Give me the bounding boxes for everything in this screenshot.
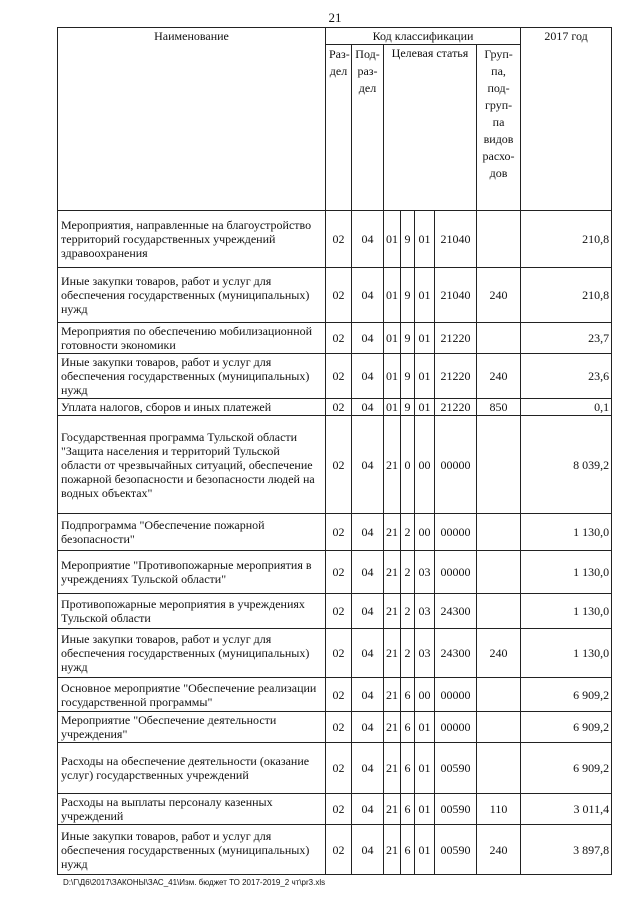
row-subsection: 04 bbox=[352, 712, 384, 743]
row-subsection: 04 bbox=[352, 794, 384, 825]
table-row bbox=[58, 629, 612, 678]
row-subsection: 04 bbox=[352, 268, 384, 323]
row-target-direction: 24300 bbox=[435, 629, 477, 678]
table-row bbox=[58, 794, 612, 825]
row-target-direction: 00000 bbox=[435, 551, 477, 594]
table-row bbox=[58, 743, 612, 794]
row-amount: 0,1 bbox=[521, 399, 612, 416]
row-target-program: 21 bbox=[384, 629, 401, 678]
row-name: Иные закупки товаров, работ и услуг для обеспечения государственных (муниципальных) нужд bbox=[58, 354, 326, 399]
row-target-event: 00 bbox=[415, 514, 435, 551]
row-amount: 1 130,0 bbox=[521, 594, 612, 629]
row-name: Уплата налогов, сборов и иных платежей bbox=[58, 399, 326, 416]
row-target-event: 01 bbox=[415, 211, 435, 268]
row-expense-group: 240 bbox=[477, 629, 521, 678]
table-row bbox=[58, 354, 612, 399]
row-amount: 6 909,2 bbox=[521, 712, 612, 743]
row-target-event: 01 bbox=[415, 825, 435, 875]
row-section: 02 bbox=[326, 354, 352, 399]
row-target-event: 00 bbox=[415, 678, 435, 712]
row-target-program: 21 bbox=[384, 712, 401, 743]
row-target-program: 21 bbox=[384, 594, 401, 629]
row-expense-group bbox=[477, 323, 521, 354]
row-amount: 23,6 bbox=[521, 354, 612, 399]
table-body bbox=[58, 211, 612, 875]
row-target-direction: 21220 bbox=[435, 354, 477, 399]
row-target-direction: 21220 bbox=[435, 323, 477, 354]
row-subsection: 04 bbox=[352, 629, 384, 678]
row-expense-group bbox=[477, 514, 521, 551]
row-amount: 1 130,0 bbox=[521, 629, 612, 678]
budget-table bbox=[57, 27, 612, 875]
table-row bbox=[58, 211, 612, 268]
row-section: 02 bbox=[326, 629, 352, 678]
row-target-direction: 00590 bbox=[435, 794, 477, 825]
row-amount: 6 909,2 bbox=[521, 743, 612, 794]
row-subsection: 04 bbox=[352, 399, 384, 416]
row-expense-group: 850 bbox=[477, 399, 521, 416]
row-expense-group: 240 bbox=[477, 268, 521, 323]
row-target-subprogram: 9 bbox=[401, 354, 415, 399]
file-path-footer: D:\Г\Д6\2017\ЗАКОНЫ\ЗАС_41\Изм. бюджет ТО 2017-2019_2 чт\pr3.xls bbox=[63, 878, 326, 887]
row-amount: 210,8 bbox=[521, 211, 612, 268]
row-target-program: 21 bbox=[384, 743, 401, 794]
table-row bbox=[58, 399, 612, 416]
header-name: Наименование bbox=[58, 28, 326, 211]
row-subsection: 04 bbox=[352, 416, 384, 514]
header-subsection: Под- раз- дел bbox=[352, 45, 384, 211]
row-target-subprogram: 9 bbox=[401, 399, 415, 416]
row-section: 02 bbox=[326, 594, 352, 629]
row-amount: 210,8 bbox=[521, 268, 612, 323]
row-target-program: 21 bbox=[384, 551, 401, 594]
row-section: 02 bbox=[326, 399, 352, 416]
row-target-subprogram: 9 bbox=[401, 211, 415, 268]
row-target-event: 01 bbox=[415, 712, 435, 743]
row-subsection: 04 bbox=[352, 354, 384, 399]
row-expense-group bbox=[477, 551, 521, 594]
row-target-subprogram: 9 bbox=[401, 268, 415, 323]
row-target-direction: 00000 bbox=[435, 678, 477, 712]
row-expense-group: 240 bbox=[477, 354, 521, 399]
header-year: 2017 год bbox=[521, 28, 612, 211]
row-section: 02 bbox=[326, 712, 352, 743]
row-subsection: 04 bbox=[352, 323, 384, 354]
row-section: 02 bbox=[326, 794, 352, 825]
row-expense-group bbox=[477, 594, 521, 629]
row-target-direction: 21040 bbox=[435, 211, 477, 268]
row-target-subprogram: 2 bbox=[401, 514, 415, 551]
row-target-event: 01 bbox=[415, 794, 435, 825]
row-name: Иные закупки товаров, работ и услуг для обеспечения государственных (муниципальных) нужд bbox=[58, 268, 326, 323]
row-expense-group bbox=[477, 416, 521, 514]
row-target-program: 01 bbox=[384, 354, 401, 399]
row-target-subprogram: 6 bbox=[401, 712, 415, 743]
page-number: 21 bbox=[328, 10, 342, 25]
row-section: 02 bbox=[326, 743, 352, 794]
row-section: 02 bbox=[326, 416, 352, 514]
table-row bbox=[58, 678, 612, 712]
row-target-event: 01 bbox=[415, 268, 435, 323]
table-row bbox=[58, 594, 612, 629]
row-target-subprogram: 2 bbox=[401, 629, 415, 678]
row-target-subprogram: 6 bbox=[401, 825, 415, 875]
row-name: Иные закупки товаров, работ и услуг для обеспечения государственных (муниципальных) нужд bbox=[58, 629, 326, 678]
table-row bbox=[58, 825, 612, 875]
row-target-subprogram: 9 bbox=[401, 323, 415, 354]
row-subsection: 04 bbox=[352, 551, 384, 594]
row-target-program: 01 bbox=[384, 399, 401, 416]
row-target-direction: 21040 bbox=[435, 268, 477, 323]
row-subsection: 04 bbox=[352, 514, 384, 551]
row-name: Основное мероприятие "Обеспечение реализации государственной программы" bbox=[58, 678, 326, 712]
row-section: 02 bbox=[326, 825, 352, 875]
row-target-event: 00 bbox=[415, 416, 435, 514]
table-row bbox=[58, 712, 612, 743]
row-name: Мероприятия по обеспечению мобилизационной готовности экономики bbox=[58, 323, 326, 354]
row-target-event: 01 bbox=[415, 323, 435, 354]
header-target-article: Целевая статья bbox=[384, 45, 477, 211]
table-row bbox=[58, 514, 612, 551]
row-subsection: 04 bbox=[352, 678, 384, 712]
row-target-direction: 00000 bbox=[435, 416, 477, 514]
row-target-program: 21 bbox=[384, 416, 401, 514]
row-target-program: 21 bbox=[384, 825, 401, 875]
row-expense-group bbox=[477, 712, 521, 743]
row-section: 02 bbox=[326, 323, 352, 354]
row-subsection: 04 bbox=[352, 211, 384, 268]
row-target-program: 21 bbox=[384, 794, 401, 825]
row-name: Подпрограмма "Обеспечение пожарной безопасности" bbox=[58, 514, 326, 551]
row-name: Иные закупки товаров, работ и услуг для обеспечения государственных (муниципальных) нужд bbox=[58, 825, 326, 875]
row-target-direction: 00590 bbox=[435, 743, 477, 794]
row-target-subprogram: 6 bbox=[401, 794, 415, 825]
row-target-program: 01 bbox=[384, 323, 401, 354]
row-target-event: 03 bbox=[415, 551, 435, 594]
row-name: Государственная программа Тульской области "Защита населения и территорий Тульской области от чрезвычайных ситуаций, обеспечение пожарной безопасности и безопасности людей на водных объектах" bbox=[58, 416, 326, 514]
table-row bbox=[58, 323, 612, 354]
row-section: 02 bbox=[326, 678, 352, 712]
row-expense-group: 110 bbox=[477, 794, 521, 825]
row-target-program: 01 bbox=[384, 211, 401, 268]
row-amount: 8 039,2 bbox=[521, 416, 612, 514]
row-section: 02 bbox=[326, 551, 352, 594]
row-amount: 3 011,4 bbox=[521, 794, 612, 825]
row-name: Мероприятие "Обеспечение деятельности учреждения" bbox=[58, 712, 326, 743]
row-target-program: 01 bbox=[384, 268, 401, 323]
row-subsection: 04 bbox=[352, 594, 384, 629]
header-section: Раз- дел bbox=[326, 45, 352, 211]
header-classification: Код классификации bbox=[326, 28, 521, 45]
row-target-event: 01 bbox=[415, 354, 435, 399]
row-expense-group bbox=[477, 678, 521, 712]
row-target-event: 01 bbox=[415, 399, 435, 416]
row-target-event: 01 bbox=[415, 743, 435, 794]
row-expense-group: 240 bbox=[477, 825, 521, 875]
row-expense-group bbox=[477, 211, 521, 268]
row-target-subprogram: 0 bbox=[401, 416, 415, 514]
row-subsection: 04 bbox=[352, 825, 384, 875]
row-expense-group bbox=[477, 743, 521, 794]
row-amount: 6 909,2 bbox=[521, 678, 612, 712]
row-amount: 1 130,0 bbox=[521, 514, 612, 551]
row-section: 02 bbox=[326, 268, 352, 323]
row-section: 02 bbox=[326, 514, 352, 551]
row-target-direction: 21220 bbox=[435, 399, 477, 416]
row-amount: 23,7 bbox=[521, 323, 612, 354]
row-target-subprogram: 6 bbox=[401, 678, 415, 712]
row-target-subprogram: 2 bbox=[401, 594, 415, 629]
row-target-subprogram: 2 bbox=[401, 551, 415, 594]
row-name: Противопожарные мероприятия в учреждениях Тульской области bbox=[58, 594, 326, 629]
row-target-direction: 00000 bbox=[435, 712, 477, 743]
row-name: Расходы на выплаты персоналу казенных учреждений bbox=[58, 794, 326, 825]
row-section: 02 bbox=[326, 211, 352, 268]
table-row bbox=[58, 416, 612, 514]
table-row bbox=[58, 268, 612, 323]
row-target-subprogram: 6 bbox=[401, 743, 415, 794]
row-target-program: 21 bbox=[384, 678, 401, 712]
row-name: Мероприятия, направленные на благоустройство территорий государственных учреждений здравоохранения bbox=[58, 211, 326, 268]
table-row bbox=[58, 551, 612, 594]
row-subsection: 04 bbox=[352, 743, 384, 794]
header-expense-group: Груп- па, под- груп- па видов расхо- дов bbox=[477, 45, 521, 211]
row-target-program: 21 bbox=[384, 514, 401, 551]
row-name: Мероприятие "Противопожарные мероприятия в учреждениях Тульской области" bbox=[58, 551, 326, 594]
row-name: Расходы на обеспечение деятельности (оказание услуг) государственных учреждений bbox=[58, 743, 326, 794]
row-target-direction: 00590 bbox=[435, 825, 477, 875]
row-target-direction: 24300 bbox=[435, 594, 477, 629]
row-amount: 1 130,0 bbox=[521, 551, 612, 594]
row-target-event: 03 bbox=[415, 594, 435, 629]
row-target-direction: 00000 bbox=[435, 514, 477, 551]
row-target-event: 03 bbox=[415, 629, 435, 678]
row-amount: 3 897,8 bbox=[521, 825, 612, 875]
